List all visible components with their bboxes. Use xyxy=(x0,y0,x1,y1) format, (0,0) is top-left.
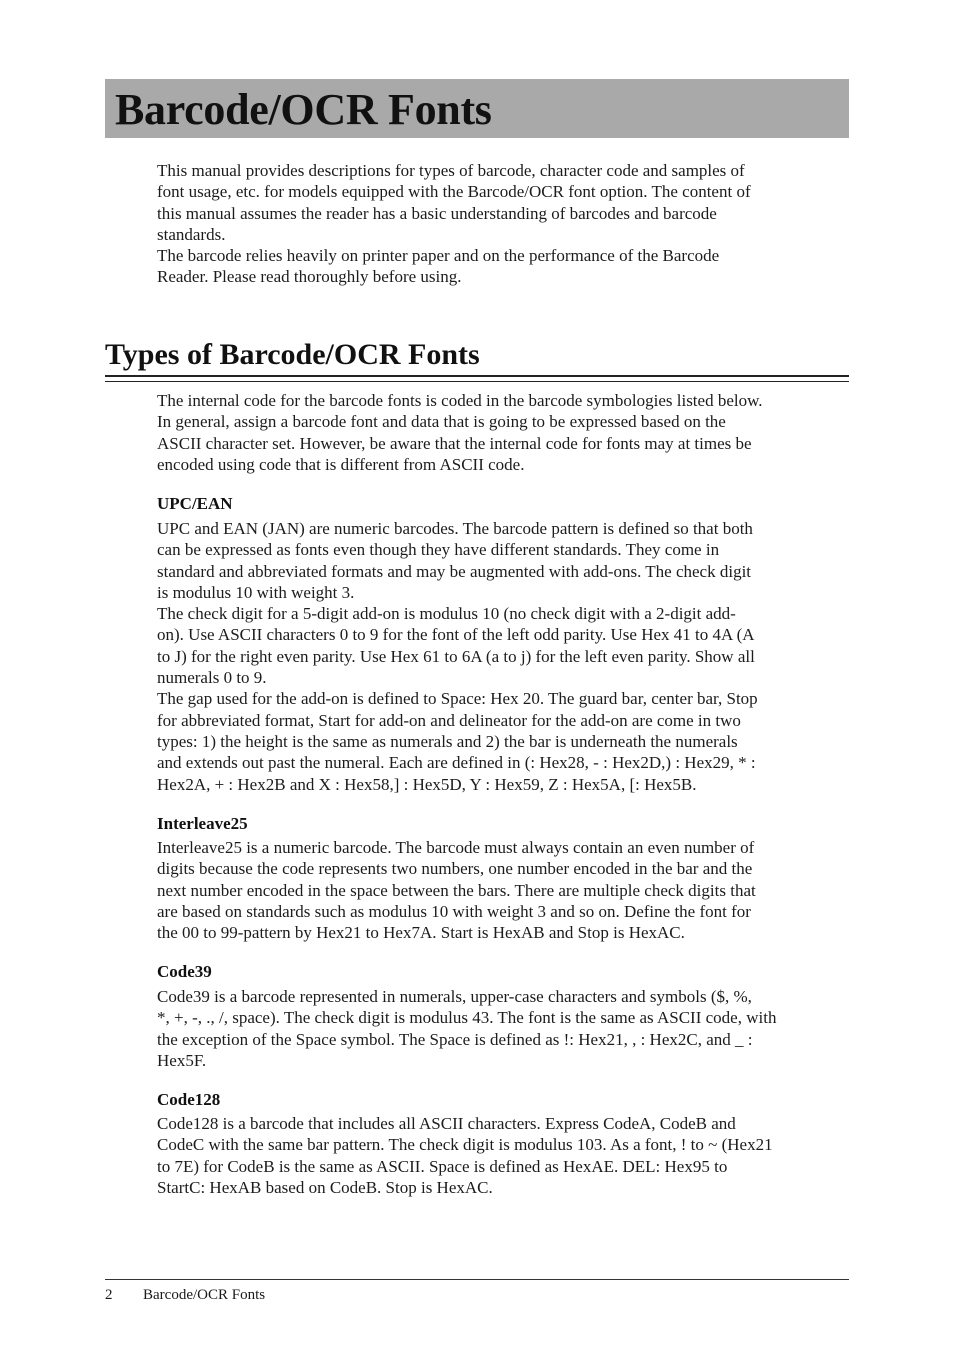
upc-ean-heading: UPC/EAN xyxy=(157,494,233,513)
body-line: Code128 is a barcode that includes all ASCII characters. Express CodeA, CodeB and xyxy=(157,1114,736,1133)
page-number: 2 xyxy=(105,1287,113,1303)
intro-line: standards. xyxy=(157,224,226,244)
body-line: is modulus 10 with weight 3. xyxy=(157,582,355,602)
body-line: the exception of the Space symbol. The Space is defined as !: Hex21, , : Hex2C, and _ : xyxy=(157,1029,753,1049)
page-title: Barcode/OCR Fonts xyxy=(115,85,492,134)
section-intro-line: The internal code for the barcode fonts is coded in the barcode symbologies listed below. xyxy=(157,391,763,410)
intro-line: Reader. Please read thoroughly before using. xyxy=(157,267,462,287)
intro-line: font usage, etc. for models equipped with the Barcode/OCR font option. The content of xyxy=(157,182,751,202)
section-intro-line: In general, assign a barcode font and data that is going to be expressed based on the xyxy=(157,412,726,432)
title-banner xyxy=(105,79,849,138)
code128-heading: Code128 xyxy=(157,1090,221,1109)
body-line: on). Use ASCII characters 0 to 9 for the font of the left odd parity. Use Hex 41 to 4A (A xyxy=(157,625,755,645)
interleave25-body xyxy=(157,837,857,943)
body-line: StartC: HexAB based on CodeB. Stop is HexAC. xyxy=(157,1177,493,1197)
intro-paragraph xyxy=(157,160,857,288)
interleave25-heading: Interleave25 xyxy=(157,814,248,833)
body-line: types: 1) the height is the same as numerals and 2) the bar is underneath the numerals xyxy=(157,731,738,751)
body-line: can be expressed as fonts even though they have different standards. They come in xyxy=(157,540,720,560)
body-line: Hex2A, + : Hex2B and X : Hex58,] : Hex5D, Y : Hex59, Z : Hex5A, [: Hex5B. xyxy=(157,774,697,794)
body-line: The gap used for the add-on is defined to Space: Hex 20. The guard bar, center bar, Stop xyxy=(157,689,758,709)
body-line: UPC and EAN (JAN) are numeric barcodes. The barcode pattern is defined so that both xyxy=(157,519,753,538)
intro-line: this manual assumes the reader has a basic understanding of barcodes and barcode xyxy=(157,203,717,223)
footer-title: Barcode/OCR Fonts xyxy=(143,1287,266,1303)
footer-divider xyxy=(105,1279,849,1280)
body-line: for abbreviated format, Start for add-on and delineator for the add-on are come in two xyxy=(157,710,741,730)
body-line: are based on standards such as modulus 10 with weight 3 and so on. Define the font for xyxy=(157,901,751,921)
code128-body xyxy=(157,1113,857,1198)
body-line: numerals 0 to 9. xyxy=(157,668,267,688)
body-line: Code39 is a barcode represented in numerals, upper-case characters and symbols ($, %, xyxy=(157,987,752,1006)
code39-body xyxy=(157,986,857,1071)
body-line: *, +, -, ., /, space). The check digit is modulus 43. The font is the same as ASCII code, with xyxy=(157,1008,777,1028)
section-intro xyxy=(157,390,857,475)
body-line: CodeC with the same bar pattern. The check digit is modulus 103. As a font, ! to ~ (Hex21 xyxy=(157,1135,773,1155)
section-heading xyxy=(105,336,849,374)
body-line: Hex5F. xyxy=(157,1050,207,1070)
body-line: The check digit for a 5-digit add-on is modulus 10 (no check digit with a 2-digit add- xyxy=(157,604,736,624)
section-intro-line: ASCII character set. However, be aware that the internal code for fonts may at times be xyxy=(157,433,752,453)
section-intro-line: encoded using code that is different from ASCII code. xyxy=(157,454,525,474)
body-line: digits because the code represents two numbers, one number encoded in the bar and the xyxy=(157,859,753,879)
body-line: Interleave25 is a numeric barcode. The barcode must always contain an even number of xyxy=(157,838,755,857)
body-line: next number encoded in the space between the bars. There are multiple check digits that xyxy=(157,880,756,900)
intro-line: The barcode relies heavily on printer paper and on the performance of the Barcode xyxy=(157,246,720,266)
section-divider xyxy=(105,375,849,382)
section-title: Types of Barcode/OCR Fonts xyxy=(105,338,480,371)
code39-heading: Code39 xyxy=(157,962,212,981)
body-line: to J) for the right even parity. Use Hex 61 to 6A (a to j) for the left even parity. Show all xyxy=(157,646,755,666)
body-line: to 7E) for CodeB is the same as ASCII. Space is defined as HexAE. DEL: Hex95 to xyxy=(157,1156,728,1176)
upc-ean-body xyxy=(157,518,857,795)
body-line: the 00 to 99-pattern by Hex21 to Hex7A. Start is HexAB and Stop is HexAC. xyxy=(157,923,685,943)
body-line: and extends out past the numeral. Each are defined in (: Hex28, - : Hex2D,) : Hex29, * : xyxy=(157,753,756,773)
body-line: standard and abbreviated formats and may be augmented with add-ons. The check digit xyxy=(157,561,752,581)
intro-line: This manual provides descriptions for types of barcode, character code and samples of xyxy=(157,161,745,180)
